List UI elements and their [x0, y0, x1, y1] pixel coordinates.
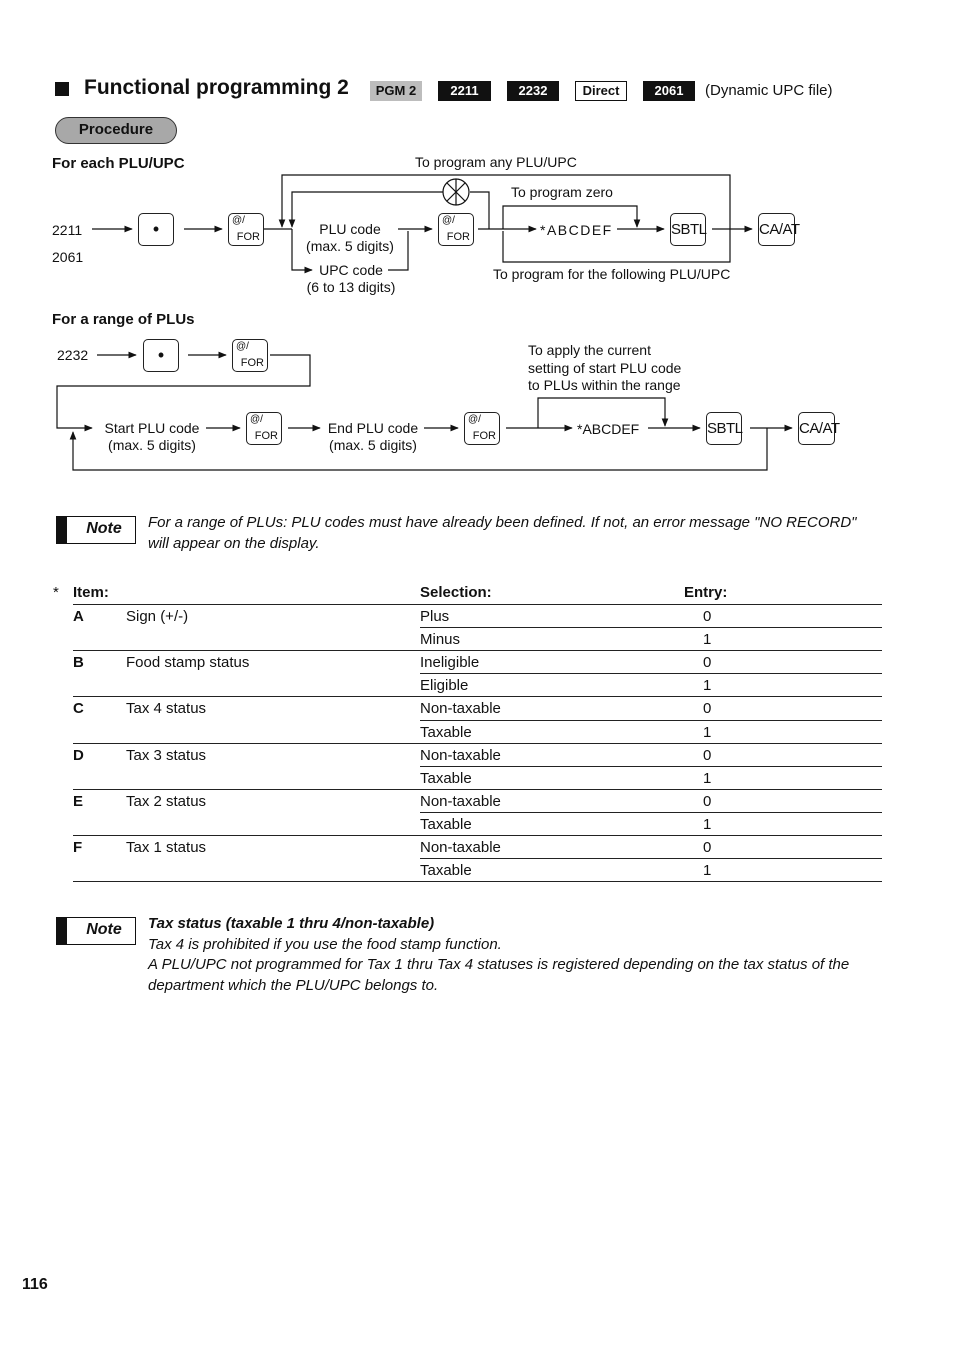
at-for-key[interactable]: [438, 213, 474, 246]
note-badge: [56, 516, 136, 544]
selection-cell: Taxable: [420, 816, 472, 833]
at-label: @/: [232, 215, 245, 226]
caat-key[interactable]: [758, 213, 800, 246]
note-badge: [56, 917, 136, 945]
table-row-rule: [420, 673, 882, 674]
entry-cell: 1: [703, 631, 712, 648]
plu-code-text: PLU code: [319, 221, 381, 237]
apply-line-1: To apply the current: [528, 342, 651, 358]
apply-line-3: to PLUs within the range: [528, 377, 681, 393]
header-selection: Selection:: [420, 584, 492, 601]
note-tax-heading: Tax status (taxable 1 thru 4/non-taxable): [148, 915, 435, 932]
for-label: FOR: [240, 357, 264, 369]
sbtl-key[interactable]: [706, 412, 742, 445]
end-plu-label: [322, 420, 424, 454]
selection-cell: Ineligible: [420, 654, 480, 671]
note-tax-line1: Tax 4 is prohibited if you use the food stamp function.: [148, 935, 502, 953]
plu-digits-text: (max. 5 digits): [306, 238, 394, 254]
at-label: @/: [468, 414, 481, 425]
item-name: Tax 3 status: [126, 747, 207, 764]
label-program-following: To program for the following PLU/UPC: [493, 266, 731, 282]
procedure-badge: Procedure: [55, 117, 177, 144]
section-each-plu-title: For each PLU/UPC: [52, 155, 185, 172]
at-label: @/: [250, 414, 263, 425]
note-badge-bar: [57, 517, 67, 543]
tag-2232: 2232: [507, 81, 559, 101]
item-letter: B: [73, 654, 84, 671]
selection-cell: Plus: [420, 608, 450, 625]
caat-label: CA/AT: [799, 420, 840, 437]
entry-cell: 1: [703, 862, 712, 879]
table-star: *: [53, 584, 59, 601]
abcdef-entry-2: *ABCDEF: [577, 421, 640, 437]
selection-cell: Taxable: [420, 862, 472, 879]
header-item: Item:: [73, 584, 109, 601]
item-letter: C: [73, 700, 84, 717]
label-program-zero: To program zero: [511, 184, 613, 200]
plu-code-label: [300, 221, 400, 255]
tag-direct: Direct: [575, 81, 627, 101]
table-row-rule: [73, 881, 882, 882]
title-suffix: (Dynamic UPC file): [705, 82, 833, 99]
upc-digits-text: (6 to 13 digits): [306, 279, 396, 295]
label-program-any: To program any PLU/UPC: [415, 154, 577, 170]
page-number: 116: [22, 1276, 48, 1293]
entry-cell: 1: [703, 770, 712, 787]
for-label: FOR: [446, 231, 470, 243]
start-plu-label: [98, 420, 206, 454]
table-row-rule: [420, 766, 882, 767]
upc-code-text: UPC code: [319, 262, 383, 278]
table-row-rule: [73, 650, 882, 651]
selection-cell: Non-taxable: [420, 747, 501, 764]
table-row-rule: [73, 789, 882, 790]
end-code-text: End PLU code: [327, 420, 419, 436]
point-key[interactable]: [138, 213, 174, 246]
upc-code-label: [300, 262, 402, 296]
entry-cell: 0: [703, 747, 712, 764]
entry-cell: 0: [703, 654, 712, 671]
caat-key[interactable]: [798, 412, 840, 445]
point-key-label: •: [157, 345, 165, 365]
selection-cell: Non-taxable: [420, 839, 501, 856]
apply-line-2: setting of start PLU code: [528, 359, 682, 376]
end-digits-text: (max. 5 digits): [329, 437, 417, 453]
selection-cell: Taxable: [420, 770, 472, 787]
table-header-rule: [73, 604, 882, 605]
tag-2211: 2211: [438, 81, 491, 101]
note-badge-label: Note: [86, 520, 122, 537]
page-title: Functional programming 2: [84, 76, 349, 99]
label-apply-current: [528, 342, 681, 395]
start-code-text: Start PLU code: [104, 420, 200, 436]
code-2232: 2232: [57, 347, 89, 363]
entry-cell: 0: [703, 793, 712, 810]
point-key[interactable]: [143, 339, 179, 372]
skip-circle-icon: [443, 179, 469, 205]
item-name: Tax 2 status: [126, 793, 207, 810]
table-row-rule: [73, 835, 882, 836]
entry-cell: 0: [703, 700, 712, 717]
item-name: Food stamp status: [126, 654, 250, 671]
selection-cell: Non-taxable: [420, 793, 501, 810]
item-letter: D: [73, 747, 84, 764]
item-name: Sign (+/-): [126, 608, 189, 625]
at-for-key[interactable]: [228, 213, 264, 246]
sbtl-label: SBTL: [671, 221, 707, 238]
for-label: FOR: [236, 231, 260, 243]
item-letter: F: [73, 839, 83, 856]
at-label: @/: [442, 215, 455, 226]
sbtl-key[interactable]: [670, 213, 706, 246]
selection-cell: Taxable: [420, 724, 472, 741]
note-tax-line2: A PLU/UPC not programmed for Tax 1 thru Tax 4 statuses is registered depending on the tax status of the department which the PLU/UPC belongs to.: [148, 956, 850, 994]
for-label: FOR: [472, 430, 496, 442]
abcdef-entry-1: *ABCDEF: [540, 222, 613, 238]
item-name: Tax 4 status: [126, 700, 207, 717]
item-name: Tax 1 status: [126, 839, 207, 856]
point-key-label: •: [152, 219, 160, 239]
item-letter: E: [73, 793, 84, 810]
table-row-rule: [420, 627, 882, 628]
table-row-rule: [73, 743, 882, 744]
at-for-key[interactable]: [246, 412, 282, 445]
table-row-rule: [420, 720, 882, 721]
entry-cell: 0: [703, 608, 712, 625]
note-range-text: For a range of PLUs: PLU codes must have already been defined. If not, an error message "NO RECORD" will appear on the display.: [148, 514, 857, 552]
code-2061: 2061: [52, 249, 84, 265]
start-digits-text: (max. 5 digits): [108, 437, 196, 453]
at-for-key[interactable]: [232, 339, 268, 372]
tag-pgm2: PGM 2: [370, 81, 422, 101]
tag-2061: 2061: [643, 81, 695, 101]
at-for-key[interactable]: [464, 412, 500, 445]
note-badge-bar: [57, 918, 67, 944]
table-row-rule: [420, 858, 882, 859]
item-letter: A: [73, 608, 84, 625]
at-label: @/: [236, 341, 249, 352]
note-badge-label: Note: [86, 921, 122, 938]
entry-cell: 1: [703, 724, 712, 741]
caat-label: CA/AT: [759, 221, 800, 238]
code-2211: 2211: [52, 222, 83, 238]
note-tax-status: [148, 914, 873, 996]
entry-cell: 1: [703, 816, 712, 833]
table-row-rule: [420, 812, 882, 813]
header-entry: Entry:: [684, 584, 728, 601]
selection-cell: Eligible: [420, 677, 469, 694]
entry-cell: 1: [703, 677, 712, 694]
for-label: FOR: [254, 430, 278, 442]
section-range-title: For a range of PLUs: [52, 311, 195, 328]
table-row-rule: [73, 696, 882, 697]
selection-cell: Minus: [420, 631, 461, 648]
selection-cell: Non-taxable: [420, 700, 501, 717]
sbtl-label: SBTL: [707, 420, 743, 437]
entry-cell: 0: [703, 839, 712, 856]
